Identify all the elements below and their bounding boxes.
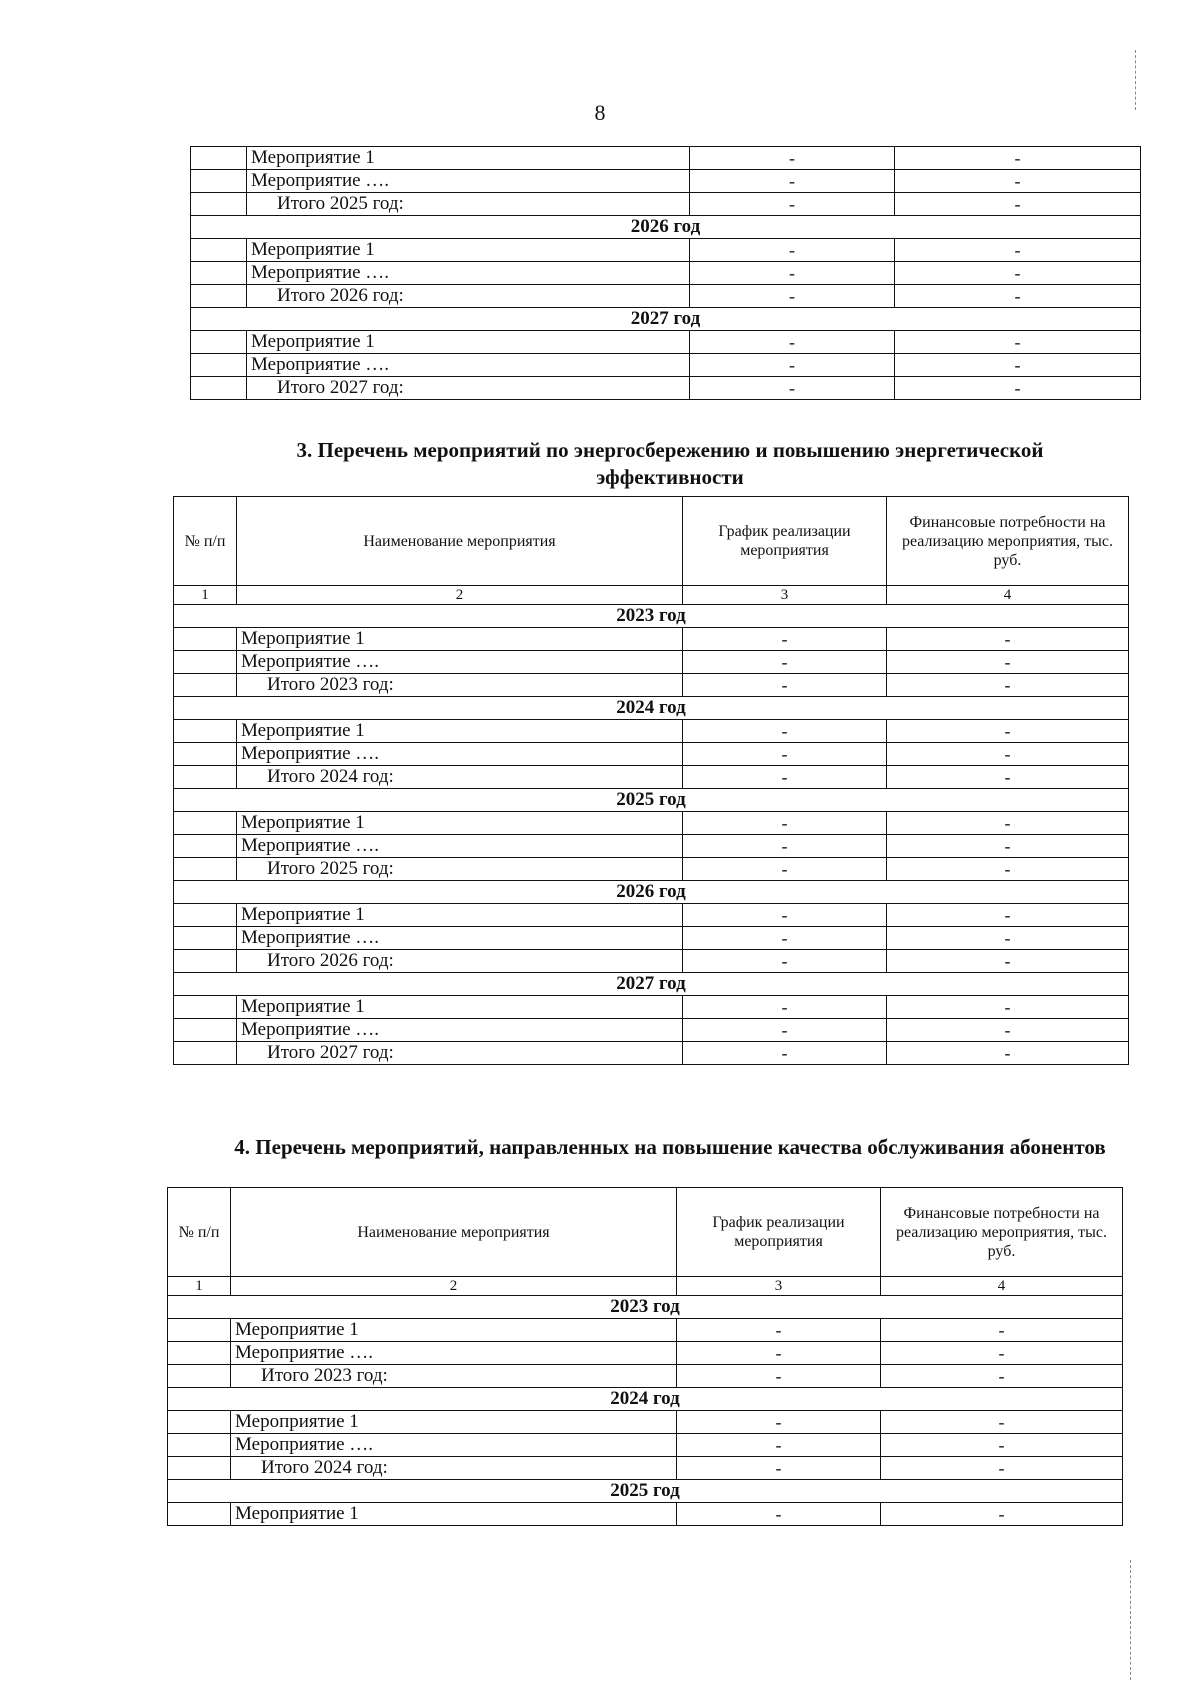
header-finance: Финансовые потребности на реализацию мероприятия, тыс. руб. — [881, 1188, 1123, 1277]
event-name: Мероприятие …. — [231, 1434, 677, 1457]
row-number-cell — [174, 1019, 237, 1042]
row-number-cell — [174, 996, 237, 1019]
finance-value: - — [887, 1019, 1129, 1042]
energy-saving-events-table — [173, 496, 1129, 1065]
event-name: Мероприятие …. — [247, 354, 690, 377]
header-row — [174, 497, 1129, 586]
event-name: Мероприятие 1 — [237, 812, 683, 835]
row-number-cell — [191, 170, 247, 193]
event-name: Мероприятие 1 — [237, 628, 683, 651]
section-4-heading: 4. Перечень мероприятий, направленных на повышение качества обслуживания абонентов — [234, 1135, 1106, 1159]
events-table-body — [174, 605, 1129, 1065]
row-number-cell — [168, 1503, 231, 1526]
year-row — [174, 789, 1129, 812]
total-label: Итого 2024 год: — [237, 766, 683, 789]
table-row — [191, 239, 1141, 262]
year-label: 2024 год — [168, 1388, 1123, 1411]
finance-value: - — [881, 1411, 1123, 1434]
total-row — [168, 1365, 1123, 1388]
finance-value: - — [887, 904, 1129, 927]
finance-value: - — [887, 743, 1129, 766]
row-number-cell — [168, 1434, 231, 1457]
total-row — [174, 1042, 1129, 1065]
col-number: 1 — [174, 586, 237, 605]
table-row — [174, 927, 1129, 950]
finance-value: - — [887, 674, 1129, 697]
table-row — [191, 262, 1141, 285]
col-number: 4 — [881, 1277, 1123, 1296]
table-row — [168, 1342, 1123, 1365]
header-schedule: График реализации мероприятия — [677, 1188, 881, 1277]
row-number-cell — [174, 743, 237, 766]
finance-value: - — [887, 1042, 1129, 1065]
schedule-value: - — [683, 858, 887, 881]
event-name: Мероприятие 1 — [237, 996, 683, 1019]
finance-value: - — [887, 628, 1129, 651]
finance-value: - — [895, 170, 1141, 193]
row-number-cell — [168, 1411, 231, 1434]
schedule-value: - — [690, 262, 895, 285]
schedule-value: - — [683, 835, 887, 858]
col-number: 1 — [168, 1277, 231, 1296]
finance-value: - — [887, 858, 1129, 881]
total-label: Итого 2023 год: — [237, 674, 683, 697]
row-number-cell — [174, 812, 237, 835]
finance-value: - — [887, 766, 1129, 789]
finance-value: - — [881, 1503, 1123, 1526]
total-row — [174, 674, 1129, 697]
finance-value: - — [887, 927, 1129, 950]
events-table-continued — [190, 146, 1141, 400]
header-num: № п/п — [174, 497, 237, 586]
schedule-value: - — [683, 1042, 887, 1065]
section-3-heading: 3. Перечень мероприятий по энергосбережению и повышению энергетической эффективности — [296, 438, 1044, 489]
row-number-cell — [191, 193, 247, 216]
schedule-value: - — [683, 1019, 887, 1042]
schedule-value: - — [683, 927, 887, 950]
row-number-cell — [174, 651, 237, 674]
header-name: Наименование мероприятия — [231, 1188, 677, 1277]
event-name: Мероприятие …. — [237, 835, 683, 858]
row-number-cell — [191, 377, 247, 400]
year-row — [168, 1388, 1123, 1411]
schedule-value: - — [677, 1411, 881, 1434]
event-name: Мероприятие 1 — [247, 239, 690, 262]
row-number-cell — [174, 858, 237, 881]
row-number-cell — [168, 1319, 231, 1342]
year-row — [174, 605, 1129, 628]
year-label: 2023 год — [168, 1296, 1123, 1319]
year-label: 2023 год — [174, 605, 1129, 628]
page-number: 8 — [594, 100, 606, 125]
year-label: 2024 год — [174, 697, 1129, 720]
schedule-value: - — [690, 239, 895, 262]
finance-value: - — [895, 377, 1141, 400]
row-number-cell — [174, 674, 237, 697]
table-row — [174, 996, 1129, 1019]
schedule-value: - — [690, 147, 895, 170]
total-label: Итого 2024 год: — [231, 1457, 677, 1480]
schedule-value: - — [677, 1457, 881, 1480]
table-row — [174, 720, 1129, 743]
event-name: Мероприятие 1 — [237, 720, 683, 743]
total-row — [168, 1457, 1123, 1480]
events-table-body — [191, 147, 1141, 400]
finance-value: - — [887, 720, 1129, 743]
total-label: Итого 2025 год: — [247, 193, 690, 216]
event-name: Мероприятие 1 — [231, 1503, 677, 1526]
event-name: Мероприятие …. — [237, 743, 683, 766]
schedule-value: - — [683, 812, 887, 835]
year-row — [174, 697, 1129, 720]
row-number-cell — [191, 331, 247, 354]
schedule-value: - — [690, 285, 895, 308]
table-row — [174, 835, 1129, 858]
table-row — [174, 904, 1129, 927]
finance-value: - — [887, 812, 1129, 835]
finance-value: - — [881, 1319, 1123, 1342]
scan-margin-mark — [1130, 1560, 1131, 1680]
service-quality-events-table — [167, 1187, 1123, 1526]
header-finance: Финансовые потребности на реализацию мероприятия, тыс. руб. — [887, 497, 1129, 586]
row-number-cell — [174, 835, 237, 858]
table-row — [168, 1411, 1123, 1434]
total-label: Итого 2027 год: — [247, 377, 690, 400]
schedule-value: - — [690, 170, 895, 193]
row-number-cell — [191, 147, 247, 170]
schedule-value: - — [677, 1365, 881, 1388]
table-row — [174, 812, 1129, 835]
total-label: Итого 2026 год: — [247, 285, 690, 308]
col-number: 2 — [231, 1277, 677, 1296]
finance-value: - — [895, 262, 1141, 285]
schedule-value: - — [690, 193, 895, 216]
total-row — [191, 193, 1141, 216]
table-row — [191, 170, 1141, 193]
finance-value: - — [881, 1365, 1123, 1388]
schedule-value: - — [683, 674, 887, 697]
finance-value: - — [881, 1342, 1123, 1365]
col-number: 3 — [677, 1277, 881, 1296]
table-row — [168, 1434, 1123, 1457]
finance-value: - — [895, 331, 1141, 354]
schedule-value: - — [683, 743, 887, 766]
row-number-cell — [191, 285, 247, 308]
table-row — [191, 331, 1141, 354]
table-row — [174, 1019, 1129, 1042]
event-name: Мероприятие …. — [237, 651, 683, 674]
column-numbers-row — [168, 1277, 1123, 1296]
event-name: Мероприятие 1 — [247, 147, 690, 170]
schedule-value: - — [683, 950, 887, 973]
total-label: Итого 2026 год: — [237, 950, 683, 973]
event-name: Мероприятие …. — [231, 1342, 677, 1365]
row-number-cell — [174, 628, 237, 651]
total-row — [191, 377, 1141, 400]
row-number-cell — [168, 1457, 231, 1480]
header-num: № п/п — [168, 1188, 231, 1277]
event-name: Мероприятие 1 — [247, 331, 690, 354]
header-name: Наименование мероприятия — [237, 497, 683, 586]
total-row — [174, 858, 1129, 881]
row-number-cell — [191, 262, 247, 285]
schedule-value: - — [690, 377, 895, 400]
table-row — [168, 1319, 1123, 1342]
year-label: 2026 год — [174, 881, 1129, 904]
table-row — [191, 147, 1141, 170]
event-name: Мероприятие 1 — [231, 1411, 677, 1434]
schedule-value: - — [683, 720, 887, 743]
table-row — [174, 628, 1129, 651]
finance-value: - — [895, 147, 1141, 170]
col-number: 2 — [237, 586, 683, 605]
schedule-value: - — [677, 1434, 881, 1457]
finance-value: - — [881, 1434, 1123, 1457]
row-number-cell — [174, 950, 237, 973]
row-number-cell — [174, 720, 237, 743]
event-name: Мероприятие …. — [237, 1019, 683, 1042]
row-number-cell — [168, 1365, 231, 1388]
row-number-cell — [191, 354, 247, 377]
total-row — [174, 766, 1129, 789]
finance-value: - — [887, 996, 1129, 1019]
table-header — [174, 497, 1129, 605]
event-name: Мероприятие 1 — [231, 1319, 677, 1342]
finance-value: - — [895, 354, 1141, 377]
year-row — [168, 1296, 1123, 1319]
year-label: 2027 год — [191, 308, 1141, 331]
col-number: 4 — [887, 586, 1129, 605]
table-row — [174, 743, 1129, 766]
event-name: Мероприятие …. — [247, 170, 690, 193]
column-numbers-row — [174, 586, 1129, 605]
event-name: Мероприятие 1 — [237, 904, 683, 927]
finance-value: - — [895, 239, 1141, 262]
table-header — [168, 1188, 1123, 1296]
total-label: Итого 2023 год: — [231, 1365, 677, 1388]
table-row — [174, 651, 1129, 674]
schedule-value: - — [690, 331, 895, 354]
finance-value: - — [881, 1457, 1123, 1480]
year-label: 2025 год — [174, 789, 1129, 812]
schedule-value: - — [677, 1503, 881, 1526]
year-label: 2027 год — [174, 973, 1129, 996]
row-number-cell — [174, 904, 237, 927]
finance-value: - — [887, 950, 1129, 973]
schedule-value: - — [683, 766, 887, 789]
total-label: Итого 2027 год: — [237, 1042, 683, 1065]
year-row — [191, 308, 1141, 331]
schedule-value: - — [683, 996, 887, 1019]
year-label: 2026 год — [191, 216, 1141, 239]
finance-value: - — [895, 285, 1141, 308]
finance-value: - — [895, 193, 1141, 216]
schedule-value: - — [690, 354, 895, 377]
row-number-cell — [174, 1042, 237, 1065]
total-row — [191, 285, 1141, 308]
schedule-value: - — [683, 651, 887, 674]
year-row — [174, 973, 1129, 996]
schedule-value: - — [683, 628, 887, 651]
row-number-cell — [168, 1342, 231, 1365]
finance-value: - — [887, 651, 1129, 674]
scan-margin-mark — [1135, 50, 1136, 110]
year-row — [174, 881, 1129, 904]
event-name: Мероприятие …. — [247, 262, 690, 285]
table-row — [168, 1503, 1123, 1526]
header-schedule: График реализации мероприятия — [683, 497, 887, 586]
events-table-body — [168, 1296, 1123, 1526]
row-number-cell — [174, 927, 237, 950]
year-label: 2025 год — [168, 1480, 1123, 1503]
row-number-cell — [174, 766, 237, 789]
row-number-cell — [191, 239, 247, 262]
schedule-value: - — [683, 904, 887, 927]
header-row — [168, 1188, 1123, 1277]
year-row — [191, 216, 1141, 239]
table-row — [191, 354, 1141, 377]
total-label: Итого 2025 год: — [237, 858, 683, 881]
year-row — [168, 1480, 1123, 1503]
schedule-value: - — [677, 1319, 881, 1342]
finance-value: - — [887, 835, 1129, 858]
col-number: 3 — [683, 586, 887, 605]
schedule-value: - — [677, 1342, 881, 1365]
event-name: Мероприятие …. — [237, 927, 683, 950]
total-row — [174, 950, 1129, 973]
